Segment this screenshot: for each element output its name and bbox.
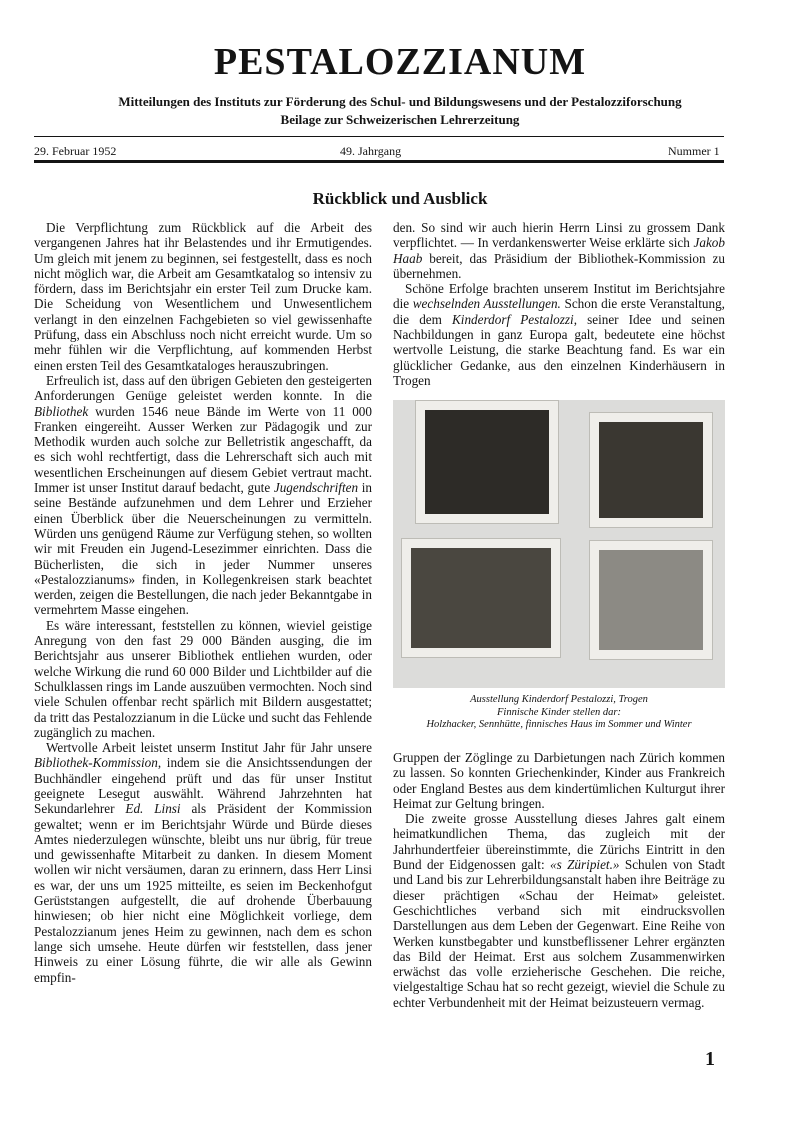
- right-column-bottom: [393, 750, 725, 1010]
- paragraph: den. So sind wir auch hierin Herrn Linsi zu grossem Dank verpflichtet. — In verdankenswerter Weise erklärte sich Jakob Haab bereit, das Präsidium der Bibliothek-Kommission zu übernehmen.: [393, 220, 725, 281]
- left-column: [34, 220, 372, 985]
- right-column-top: [393, 220, 725, 388]
- paragraph: Schöne Erfolge brachten unserem Institut im Berichtsjahre die wechselnden Ausstellungen. Schon die erste Veranstaltung, die dem Kinderdorf Pestalozzi, seiner Idee und seinen Nachbildungen in ganz Europa galt, bedeutete eine höchst wertvolle Leistung, die starke Beachtung fand. Es war ein glücklicher Gedanke, aus den einzelnen Kinderhäusern in Trogen: [393, 281, 725, 388]
- caption-line: Ausstellung Kinderdorf Pestalozzi, Trogen: [470, 694, 648, 705]
- paragraph: Erfreulich ist, dass auf den übrigen Gebieten den gesteigerten Anforderungen Genüge geleistet werden konnte. In die Bibliothek wurden 1546 neue Bände im Werte von 11 000 Franken eingereiht. Ausser Werken zur Pädagogik und zur Methodik wurden auch solche zur Belletristik angeschafft, da es sich wohl rechtfertigt, dass die Lehrerschaft sich auch mit wesentlichen Erscheinungen auf diesem Gebiet vertraut macht. Immer ist unser Institut darauf bedacht, gute Jugendschriften in seine Bestände aufzunehmen und dem Lehrer und Erzieher einen Überblick über die Neuerscheinungen zu vermitteln. Würden uns genügend Räume zur Verfügung stehen, so wollten wir mit Freuden ein Jugend-Lesezimmer einrichten. Dass die Bücherlisten, die sich in jeder Nummer unseres «Pestalozzianums» finden, in Kollegenkreisen stark beachtet werden, zeigen die Bestellungen, die nach jeder Bekanntgabe in vermehrtem Masse eingehen.: [34, 372, 372, 618]
- photo-caption: [393, 694, 725, 732]
- issue-number: Nummer 1: [668, 144, 720, 158]
- display-case-alpine-hut: [589, 412, 713, 528]
- issue-volume: 49. Jahrgang: [340, 144, 402, 158]
- header-rule-bottom: [34, 160, 724, 163]
- page-number: 1: [705, 1048, 715, 1070]
- display-case-winter-house: [589, 540, 713, 660]
- paragraph: Es wäre interessant, feststellen zu können, wieviel geistige Anregung von den fast 29 000 Bänden ausging, die im Berichtsjahr aus unserer Bibliothek entliehen wurden, oder welche Wirkung die rund 60 000 Bilder und Lichtbilder auf die Schulklassen rings im Lande auszuüben vermochten. Noch sind viele Schulen offenbar recht spärlich mit Bildern ausgestattet; da tritt das Pestalozzianum in die Lücke und sucht das Fehlende zugänglich zu machen.: [34, 617, 372, 740]
- exhibition-photo: [393, 400, 725, 688]
- header-rule-top: [34, 136, 724, 137]
- caption-line: Finnische Kinder stellen dar:: [497, 706, 621, 718]
- caption-line: Holzhacker, Sennhütte, finnisches Haus im Sommer und Winter: [426, 719, 692, 730]
- display-case-summer-house: [401, 538, 561, 658]
- issue-date: 29. Februar 1952: [34, 144, 117, 158]
- paragraph: Die Verpflichtung zum Rückblick auf die Arbeit des vergangenen Jahres hat ihr Belastendes und ihr Ermutigendes. Um gleich mit jenem zu beginnen, sei festgestellt, dass es noch nicht möglich war, die Arbeit am Gesamtkatalog so intensiv zu fördern, dass im Berichtsjahr ein erster Teil zum Drucke kam. Die Scheidung von Wesentlichem und Unwesentlichem verlangt in den einzelnen Fachgebieten so viel gewissenhafte Prüfung, dass ein Abschluss noch nicht erreicht wurde. Um so mehr fühlen wir die Verpflichtung, auf kommenden Herbst einen ersten Teil des Gesamtkataloges herauszubringen.: [34, 220, 372, 373]
- masthead-subtitle: Mitteilungen des Instituts zur Förderung des Schul- und Bildungswesens und der Pestalozziforschung: [118, 94, 682, 109]
- display-case-woodcutters: [415, 400, 559, 524]
- masthead-supplement-line: Beilage zur Schweizerischen Lehrerzeitung: [280, 112, 520, 127]
- masthead-title: PESTALOZZIANUM: [213, 41, 587, 83]
- paragraph: Die zweite grosse Ausstellung dieses Jahres galt einem heimatkundlichen Thema, das zugleich mit der Jahrhundertfeier übereinstimmte, die Zürichs Eintritt in den Bund der Eidgenossen galt: «s Züripiet.» Schulen von Stadt und Land bis zur Lehrerbildungsanstalt haben ihre Beiträge zu dieser prächtigen «Schau der Heimat» geleistet. Geschichtliches verband sich mit eindrucksvollen Darstellungen aus dem Leben der Gegenwart. Eine Reihe von Werken kunstbegabter und kunstbeflissener Lehrer ergänzten das Bild der Heimat. Erst aus solchem Zusammenwirken erwächst das volle erzieherische Geschehen. Die reiche, vielgestaltige Schau hat so recht gezeigt, wieviel die Schule zu echter Verbundenheit mit der Heimat beizusteuern vermag.: [393, 811, 725, 1010]
- paragraph: Gruppen der Zöglinge zu Darbietungen nach Zürich kommen zu lassen. So konnten Griechenkinder, Kinder aus Frankreich oder England Bestes aus dem kindertümlichen Kulturgut ihrer Heimat zur Geltung bringen.: [393, 750, 725, 811]
- paragraph: Wertvolle Arbeit leistet unserm Institut Jahr für Jahr unsere Bibliothek-Kommission, indem sie die Ansichtssendungen der Buchhändler eingehend prüft und das für unser Institut geeignete Lesegut auswählt. Während Jahrzehnten hat Sekundarlehrer Ed. Linsi als Präsident der Kommission gewaltet; wenn er im Berichtsjahr Würde und Bürde dieses Amtes niederzulegen wünschte, bleibt uns nur übrig, für treue und gewissenhafte Mitarbeit zu danken. In diesem Moment wollen wir nicht versäumen, daran zu erinnern, dass Herr Linsi es war, der uns um 1925 mitteilte, es seien im Beckenhofgut Gerüststangen aufgestellt, die auf drohende Überbauung hinwiesen; ob hier nicht eine Möglichkeit vorliege, dem Pestalozzianum jenes Heim zu gewinnen, nach dem es schon lange sich umsehe. Heute dürfen wir feststellen, dass jener Hinweis zu einer Lösung führte, die wir alle als Gewinn empfin-: [34, 740, 372, 985]
- article-title: Rückblick und Ausblick: [312, 189, 488, 208]
